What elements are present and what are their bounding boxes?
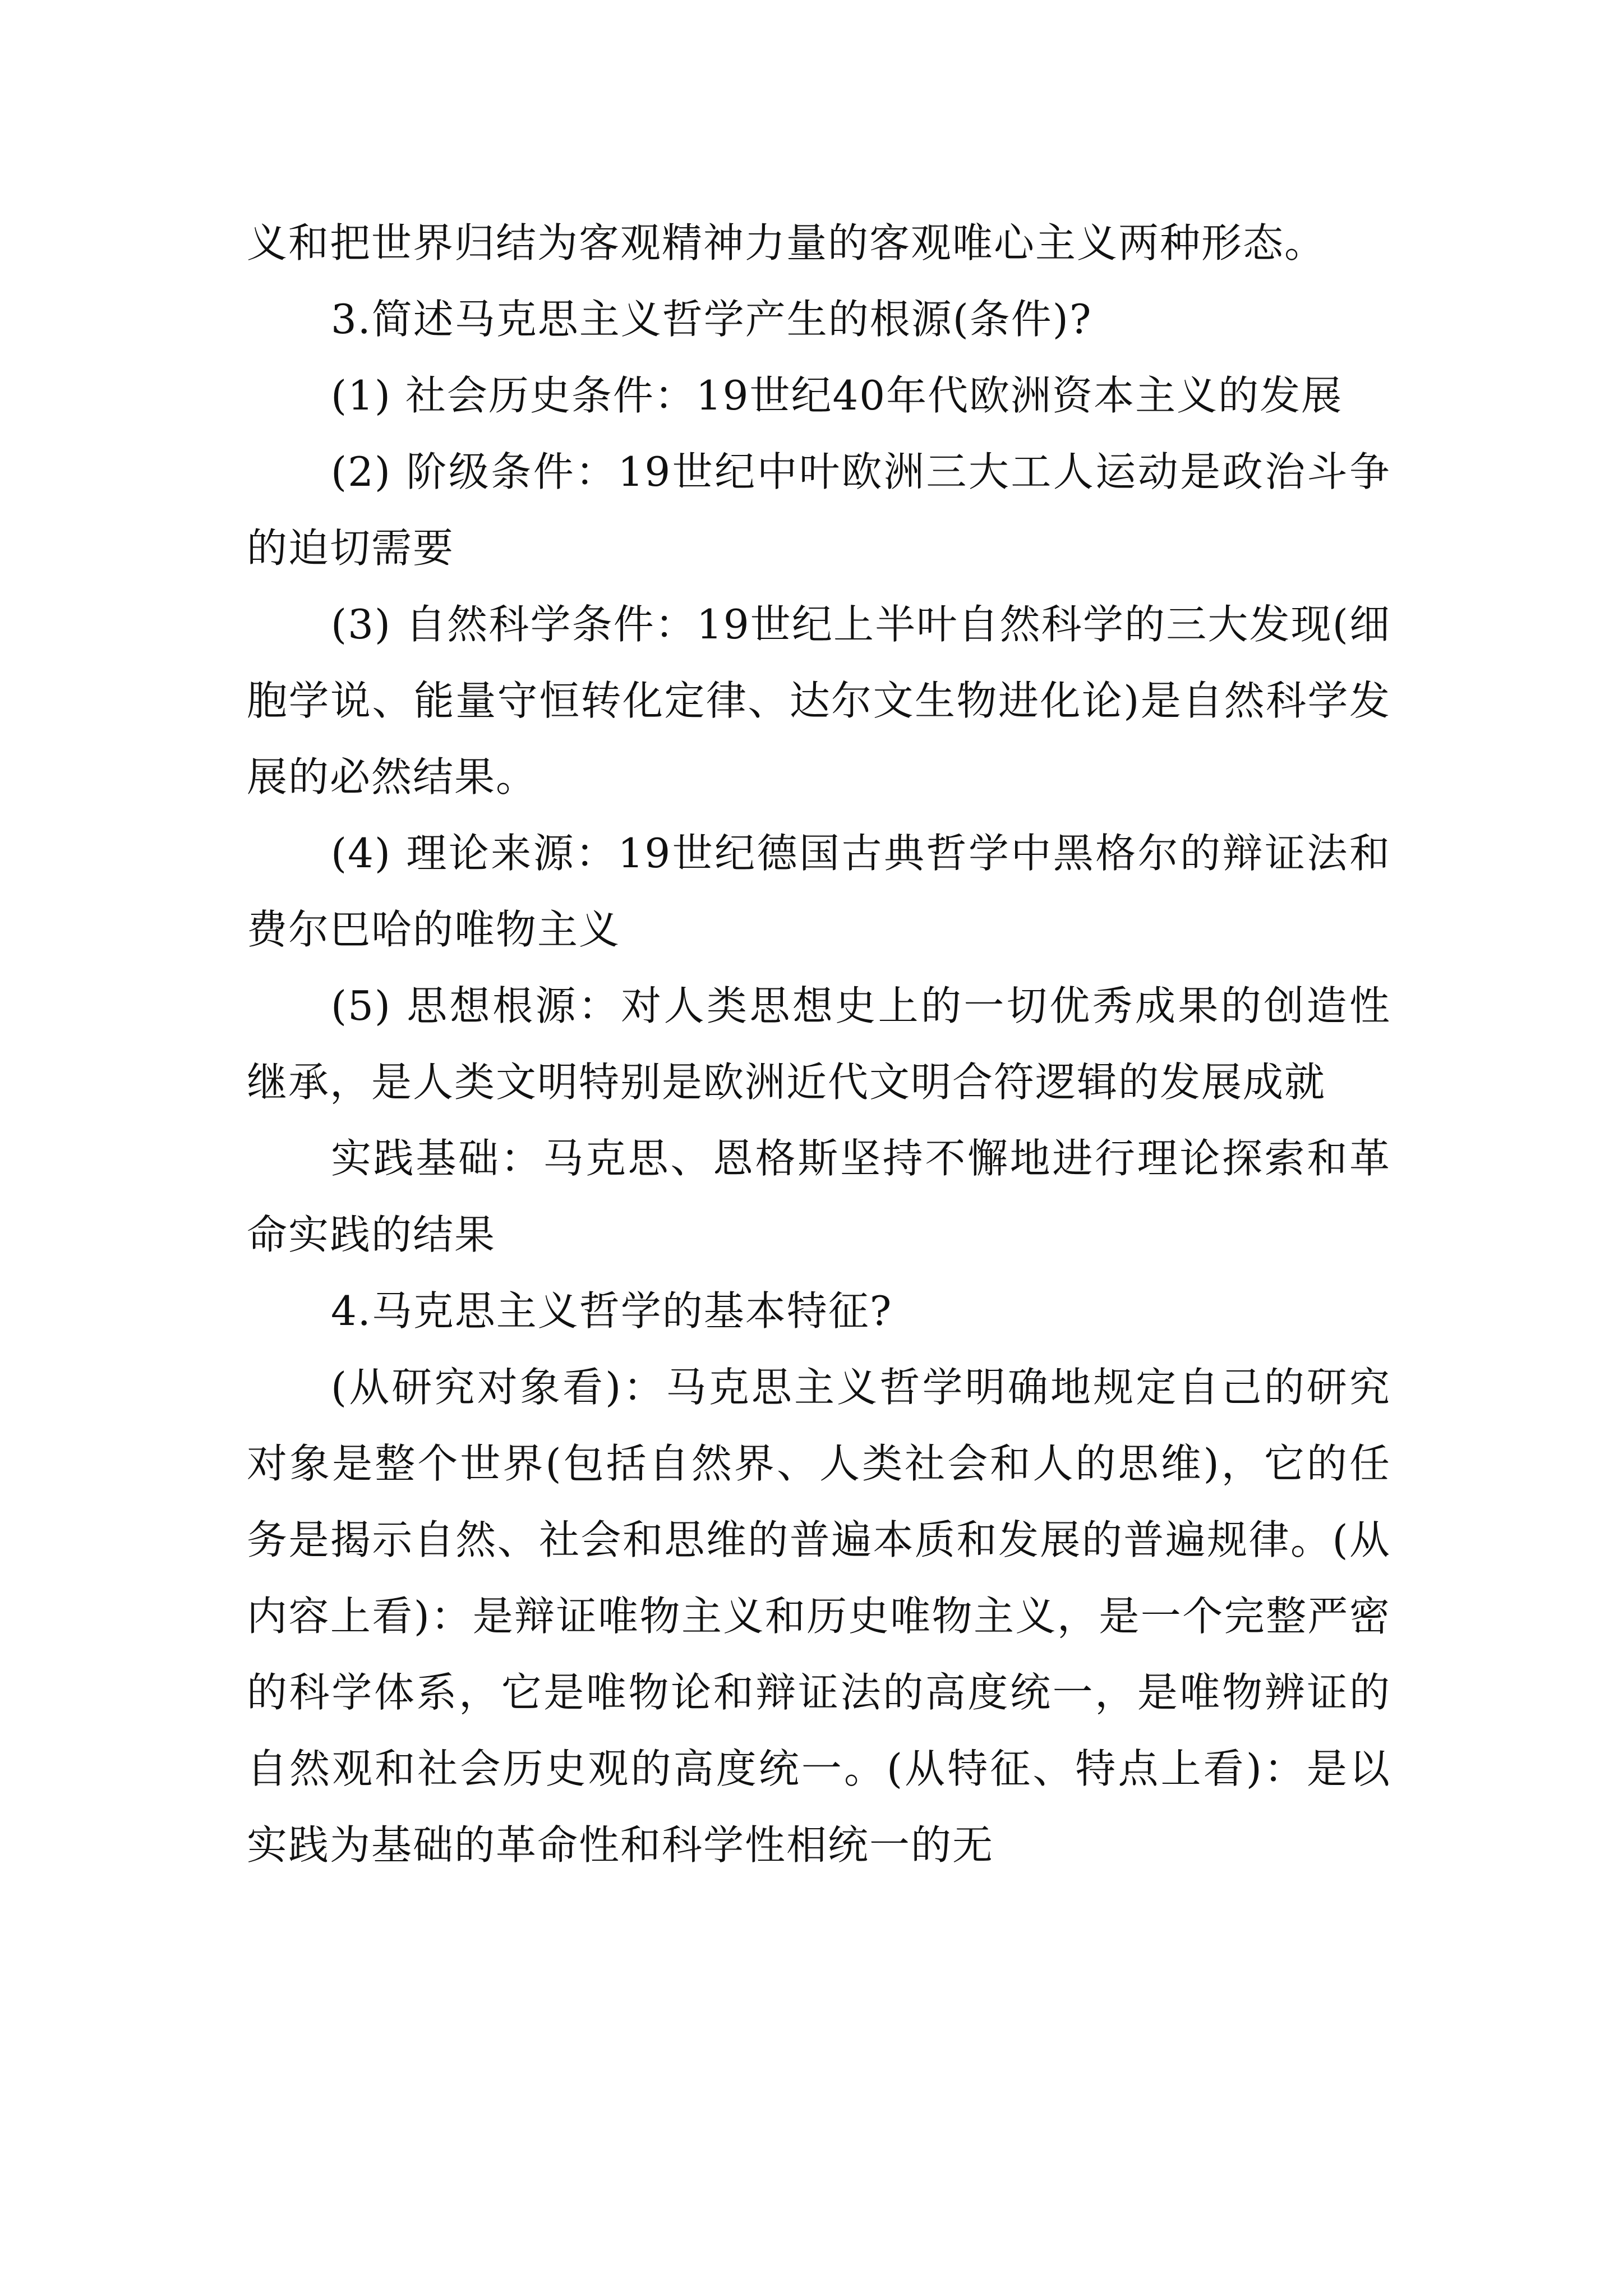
features-paragraph: (从研究对象看)：马克思主义哲学明确地规定自己的研究对象是整个世界(包括自然界、人类社会和人的思维)，它的任务是揭示自然、社会和思维的普遍本质和发展的普遍规律。(从内容上看)：是辩证唯物主义和历史唯物主义，是一个完整严密的科学体系，它是唯物论和辩证法的高度统一，是唯物辨证的自然观和社会历史观的高度统一。(从特征、特点上看)：是以实践为基础的革命性和科学性相统一的无: [247, 1364, 1391, 1869]
body-text: [247, 205, 1391, 1883]
list-item-5: (5) 思想根源：对人类思想史上的一切优秀成果的创造性继承，是人类文明特别是欧洲近代文明合符逻辑的发展成就: [247, 982, 1391, 1106]
paragraph-continuation: 义和把世界归结为客观精神力量的客观唯心主义两种形态。: [247, 219, 1326, 266]
list-item-3: (3) 自然科学条件：19世纪上半叶自然科学的三大发现(细胞学说、能量守恒转化定律、达尔文生物进化论)是自然科学发展的必然结果。: [247, 601, 1391, 800]
list-item-2: (2) 阶级条件：19世纪中叶欧洲三大工人运动是政治斗争的迫切需要: [247, 448, 1391, 572]
list-item-4: (4) 理论来源：19世纪德国古典哲学中黑格尔的辩证法和费尔巴哈的唯物主义: [247, 830, 1391, 953]
question-3-heading: 3.简述马克思主义哲学产生的根源(条件)?: [331, 296, 1092, 343]
question-4-heading: 4.马克思主义哲学的基本特征?: [331, 1287, 893, 1335]
practice-basis-paragraph: 实践基础：马克思、恩格斯坚持不懈地进行理论探索和革命实践的结果: [247, 1135, 1391, 1258]
list-item-1: (1) 社会历史条件：19世纪40年代欧洲资本主义的发展: [331, 372, 1343, 419]
